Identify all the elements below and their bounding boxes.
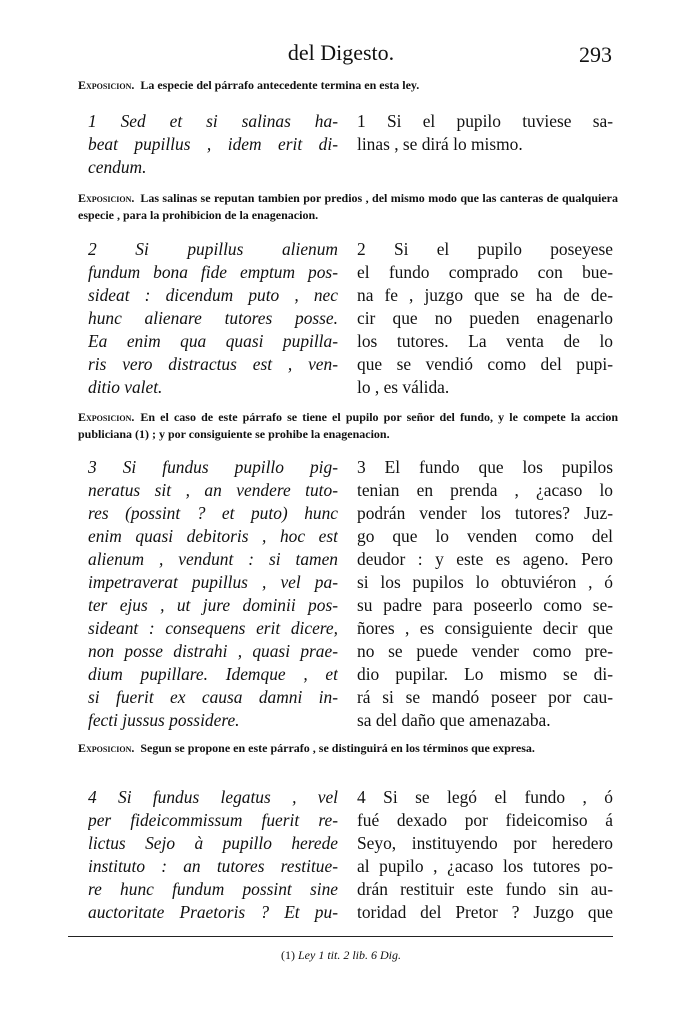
- spanish-line: al pupilo , ¿acaso los tutores po-: [357, 856, 613, 876]
- spanish-line: no se puede vender como pre-: [357, 641, 613, 661]
- spanish-line: 1 Si el pupilo tuviese sa-: [357, 111, 613, 131]
- spanish-line: tenian en prenda , ¿acaso lo: [357, 480, 613, 500]
- latin-paragraph-1: [88, 110, 338, 179]
- latin-line: instituto : an tutores restitue-: [88, 856, 338, 876]
- spanish-line: 3 El fundo que los pupilos: [357, 457, 613, 477]
- latin-line: sideant : consequens erit dicere,: [88, 618, 338, 638]
- latin-line: ris vero distractus est , ven-: [88, 354, 338, 374]
- latin-line: 2 Si pupillus alienum: [88, 239, 338, 259]
- latin-paragraph-3: [88, 456, 338, 732]
- spanish-line: ñores , es consiguiente decir que: [357, 618, 613, 638]
- spanish-line: el fundo comprado con bue-: [357, 262, 613, 282]
- latin-paragraph-4: [88, 786, 338, 924]
- spanish-line: podrán vender los tutores? Juz-: [357, 503, 613, 523]
- spanish-line: que se vendió como del pupi-: [357, 354, 613, 374]
- latin-line: Ea enim qua quasi pupilla-: [88, 331, 338, 351]
- latin-line: fecti jussus possidere.: [88, 710, 240, 730]
- exposicion-text: En el caso de este párrafo se tiene el pupilo por señor del fundo, y le compete la accion publiciana (1) ; y por consiguiente se prohibe la enagenacion.: [78, 410, 618, 441]
- spanish-line: su padre para poseerlo como se-: [357, 595, 613, 615]
- exposicion-note-4: [78, 740, 618, 757]
- spanish-line: rá si se mandó poseer por cau-: [357, 687, 613, 707]
- spanish-paragraph-2: [357, 238, 613, 399]
- spanish-line: na fe , juzgo que se ha de de-: [357, 285, 613, 305]
- latin-line: auctoritate Praetoris ? Et pu-: [88, 902, 338, 922]
- latin-line: 4 Si fundus legatus , vel: [88, 787, 338, 807]
- latin-line: neratus sit , an vendere tuto-: [88, 480, 338, 500]
- latin-line: cendum.: [88, 157, 147, 177]
- latin-line: lictus Sejo à pupillo herede: [88, 833, 338, 853]
- exposicion-note-3: [78, 409, 618, 443]
- exposicion-text: Segun se propone en este párrafo , se distinguirá en los términos que expresa.: [140, 741, 535, 755]
- latin-line: 1 Sed et si salinas ha-: [88, 111, 338, 131]
- latin-line: fundum bona fide emptum pos-: [88, 262, 338, 282]
- exposicion-label: Exposicion.: [78, 78, 135, 92]
- page-number: 293: [579, 42, 612, 67]
- spanish-line: fué dexado por fideicomiso á: [357, 810, 613, 830]
- spanish-line: deudor : y este es ageno. Pero: [357, 549, 613, 569]
- latin-line: non posse distrahi , quasi prae-: [88, 641, 338, 661]
- spanish-line: 2 Si el pupilo poseyese: [357, 239, 613, 259]
- exposicion-label: Exposicion.: [78, 191, 135, 205]
- exposicion-text: Las salinas se reputan tambien por predios , del mismo modo que las canteras de qualquiera especie , para la prohibicion de la enagenacion.: [78, 191, 618, 222]
- latin-line: enim quasi debitoris , hoc est: [88, 526, 338, 546]
- spanish-line: Seyo, instituyendo por heredero: [357, 833, 613, 853]
- running-head: [0, 40, 682, 70]
- spanish-line: 4 Si se legó el fundo , ó: [357, 787, 613, 807]
- footnote-rule: [68, 936, 613, 937]
- latin-line: hunc alienare tutores posse.: [88, 308, 338, 328]
- latin-line: dium pupillare. Idemque , et: [88, 664, 338, 684]
- footnote-text: Ley 1 tit. 2 lib. 6 Dig.: [298, 948, 401, 962]
- running-title: del Digesto.: [287, 40, 395, 65]
- latin-paragraph-2: [88, 238, 338, 399]
- latin-line: impetraverat pupillus , vel pa-: [88, 572, 338, 592]
- latin-line: res (possint ? et puto) hunc: [88, 503, 338, 523]
- spanish-paragraph-1: [357, 110, 613, 156]
- spanish-paragraph-4: [357, 786, 613, 924]
- footnote-mark: (1): [281, 948, 295, 962]
- exposicion-label: Exposicion.: [78, 741, 135, 755]
- spanish-line: go que lo venden como del: [357, 526, 613, 546]
- latin-line: ter ejus , ut jure dominii pos-: [88, 595, 338, 615]
- latin-line: ditio valet.: [88, 377, 163, 397]
- spanish-paragraph-3: [357, 456, 613, 732]
- latin-line: per fideicommissum fuerit re-: [88, 810, 338, 830]
- spanish-line: linas , se dirá lo mismo.: [357, 134, 523, 154]
- latin-line: alienum , vendunt : si tamen: [88, 549, 338, 569]
- latin-line: beat pupillus , idem erit di-: [88, 134, 338, 154]
- footnote: [0, 948, 682, 963]
- spanish-line: cir que no pueden enagenarlo: [357, 308, 613, 328]
- spanish-line: si los pupilos lo obtuviéron , ó: [357, 572, 613, 592]
- spanish-line: sa del daño que amenazaba.: [357, 710, 551, 730]
- spanish-line: dio pupilar. Lo mismo se di-: [357, 664, 613, 684]
- latin-line: sideat : dicendum puto , nec: [88, 285, 338, 305]
- exposicion-note-2: [78, 190, 618, 224]
- spanish-line: drán restituir este fundo sin au-: [357, 879, 613, 899]
- latin-line: 3 Si fundus pupillo pig-: [88, 457, 338, 477]
- exposicion-note-1: [78, 77, 618, 94]
- spanish-line: los tutores. La venta de lo: [357, 331, 613, 351]
- spanish-line: toridad del Pretor ? Juzgo que: [357, 902, 613, 922]
- exposicion-label: Exposicion.: [78, 410, 135, 424]
- latin-line: re hunc fundum possint sine: [88, 879, 338, 899]
- exposicion-text: La especie del párrafo antecedente termina en esta ley.: [140, 78, 420, 92]
- latin-line: si fuerit ex causa damni in-: [88, 687, 338, 707]
- spanish-line: lo , es válida.: [357, 377, 450, 397]
